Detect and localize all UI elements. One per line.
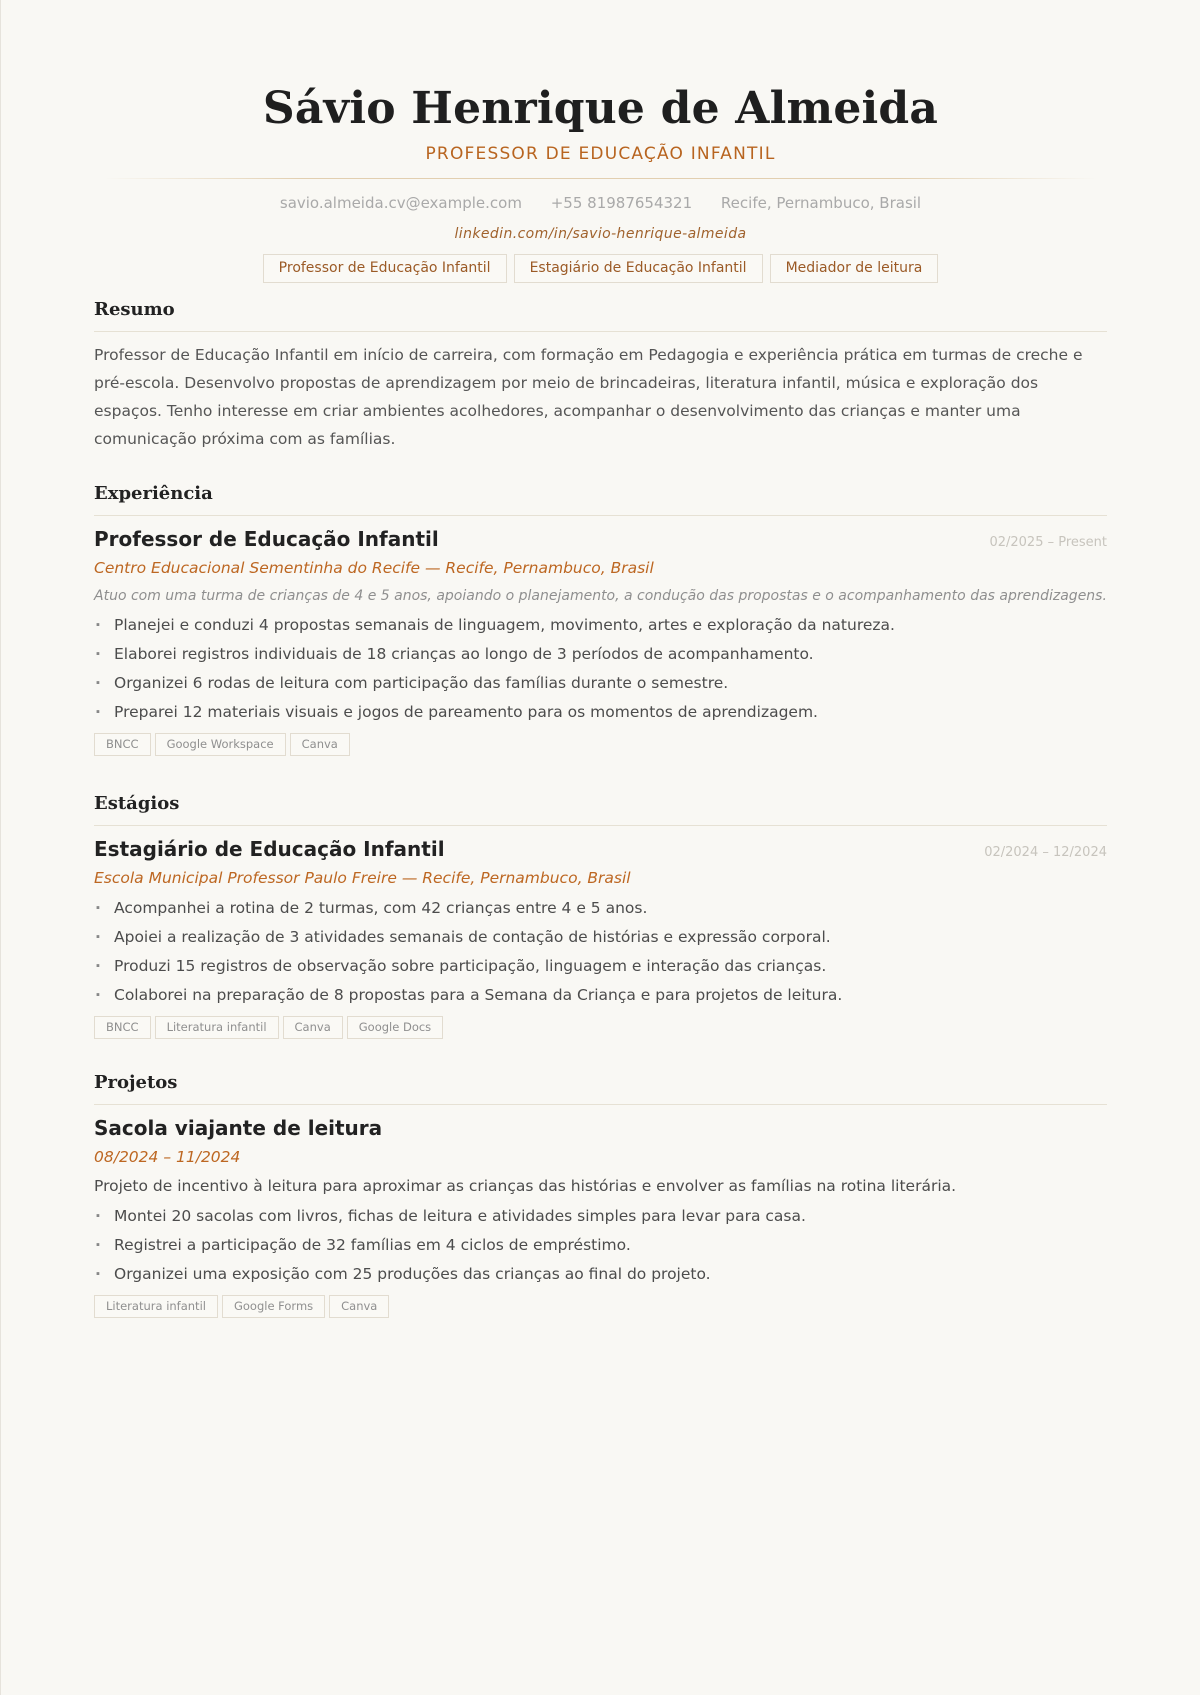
bullet-item: · Registrei a participação de 32 famílias em 4 ciclos de empréstimo. — [94, 1231, 1107, 1260]
section-heading: Estágios — [94, 792, 1107, 826]
bullet-item: · Organizei 6 rodas de leitura com participação das famílias durante o semestre. — [94, 669, 1107, 698]
role-tag: Mediador de leitura — [770, 254, 939, 283]
skill-tag: BNCC — [94, 733, 151, 756]
candidate-title: PROFESSOR DE EDUCAÇÃO INFANTIL — [425, 144, 776, 164]
bullet-item: · Preparei 12 materiais visuais e jogos de pareamento para os momentos de aprendizagem. — [94, 698, 1107, 727]
email-text[interactable]: savio.almeida.cv@example.com — [279, 194, 522, 212]
project-date: 08/2024 – 11/2024 — [94, 1148, 241, 1166]
skill-tag: Canva — [283, 1016, 343, 1039]
phone-text[interactable]: +55 81987654321 — [550, 194, 693, 212]
bullet-item: · Produzi 15 registros de observação sobre participação, linguagem e interação das crianças. — [94, 952, 1107, 981]
internships-section — [94, 792, 1107, 1039]
bullet-list — [94, 894, 1107, 1010]
section-heading: Resumo — [94, 298, 1107, 332]
entry-organization: Centro Educacional Sementinha do Recife — Recife, Pernambuco, Brasil — [94, 559, 654, 577]
entry-title: Sacola viajante de leitura — [94, 1116, 383, 1140]
role-tags — [94, 254, 1107, 283]
skill-tag: Google Forms — [222, 1295, 325, 1318]
section-heading: Projetos — [94, 1071, 1107, 1105]
location-text: Recife, Pernambuco, Brasil — [720, 194, 922, 212]
bullet-list — [94, 1202, 1107, 1289]
internship-entry — [94, 835, 1107, 1039]
experience-entry — [94, 525, 1107, 756]
bullet-list — [94, 611, 1107, 727]
entry-date: 02/2025 – Present — [989, 535, 1107, 550]
bullet-item: · Colaborei na preparação de 8 propostas para a Semana da Criança e para projetos de leitura. — [94, 981, 1107, 1010]
skill-tag: Literatura infantil — [94, 1295, 218, 1318]
project-entry — [94, 1114, 1107, 1318]
entry-title: Professor de Educação Infantil — [94, 527, 439, 551]
contact-line — [94, 193, 1107, 213]
entry-date: 02/2024 – 12/2024 — [984, 845, 1107, 860]
bullet-item: · Apoiei a realização de 3 atividades semanais de contação de histórias e expressão corporal. — [94, 923, 1107, 952]
skill-tags — [94, 1016, 1107, 1039]
entry-title: Estagiário de Educação Infantil — [94, 837, 445, 861]
experience-section — [94, 482, 1107, 756]
summary-text: Professor de Educação Infantil em início de carreira, com formação em Pedagogia e experiência prática em turmas de creche e pré-escola. Desenvolvo propostas de aprendizagem por meio de brincadeiras, literatura infantil, música e exploração dos espaços. Tenho interesse em criar ambientes acolhedores, acompanhar o desenvolvimento das crianças e manter uma comunicação próxima com as famílias. — [94, 346, 1083, 448]
role-tag: Professor de Educação Infantil — [263, 254, 507, 283]
skill-tag: Google Docs — [347, 1016, 443, 1039]
project-description: Projeto de incentivo à leitura para aproximar as crianças das histórias e envolver as famílias na rotina literária. — [94, 1177, 957, 1195]
summary-section — [94, 298, 1107, 453]
projects-section — [94, 1071, 1107, 1318]
skill-tags — [94, 733, 1107, 756]
bullet-item: · Organizei uma exposição com 25 produções das crianças ao final do projeto. — [94, 1260, 1107, 1289]
bullet-item: · Acompanhei a rotina de 2 turmas, com 42 crianças entre 4 e 5 anos. — [94, 894, 1107, 923]
linkedin-link[interactable]: linkedin.com/in/savio-henrique-almeida — [454, 226, 747, 242]
skill-tag: BNCC — [94, 1016, 151, 1039]
entry-organization: Escola Municipal Professor Paulo Freire — Recife, Pernambuco, Brasil — [94, 869, 631, 887]
resume-header — [94, 0, 1107, 283]
section-heading: Experiência — [94, 482, 1107, 516]
skill-tag: Literatura infantil — [155, 1016, 279, 1039]
bullet-item: · Montei 20 sacolas com livros, fichas de leitura e atividades simples para levar para casa. — [94, 1202, 1107, 1231]
bullet-item: · Elaborei registros individuais de 18 crianças ao longo de 3 períodos de acompanhamento. — [94, 640, 1107, 669]
skill-tag: Canva — [329, 1295, 389, 1318]
role-tag: Estagiário de Educação Infantil — [514, 254, 763, 283]
skill-tag: Canva — [290, 733, 350, 756]
skill-tag: Google Workspace — [155, 733, 286, 756]
entry-description: Atuo com uma turma de crianças de 4 e 5 anos, apoiando o planejamento, a condução das propostas e o acompanhamento das aprendizagens. — [94, 588, 1107, 604]
header-divider — [104, 178, 1097, 179]
skill-tags — [94, 1295, 1107, 1318]
bullet-item: · Planejei e conduzi 4 propostas semanais de linguagem, movimento, artes e exploração da natureza. — [94, 611, 1107, 640]
candidate-name: Sávio Henrique de Almeida — [262, 83, 939, 134]
